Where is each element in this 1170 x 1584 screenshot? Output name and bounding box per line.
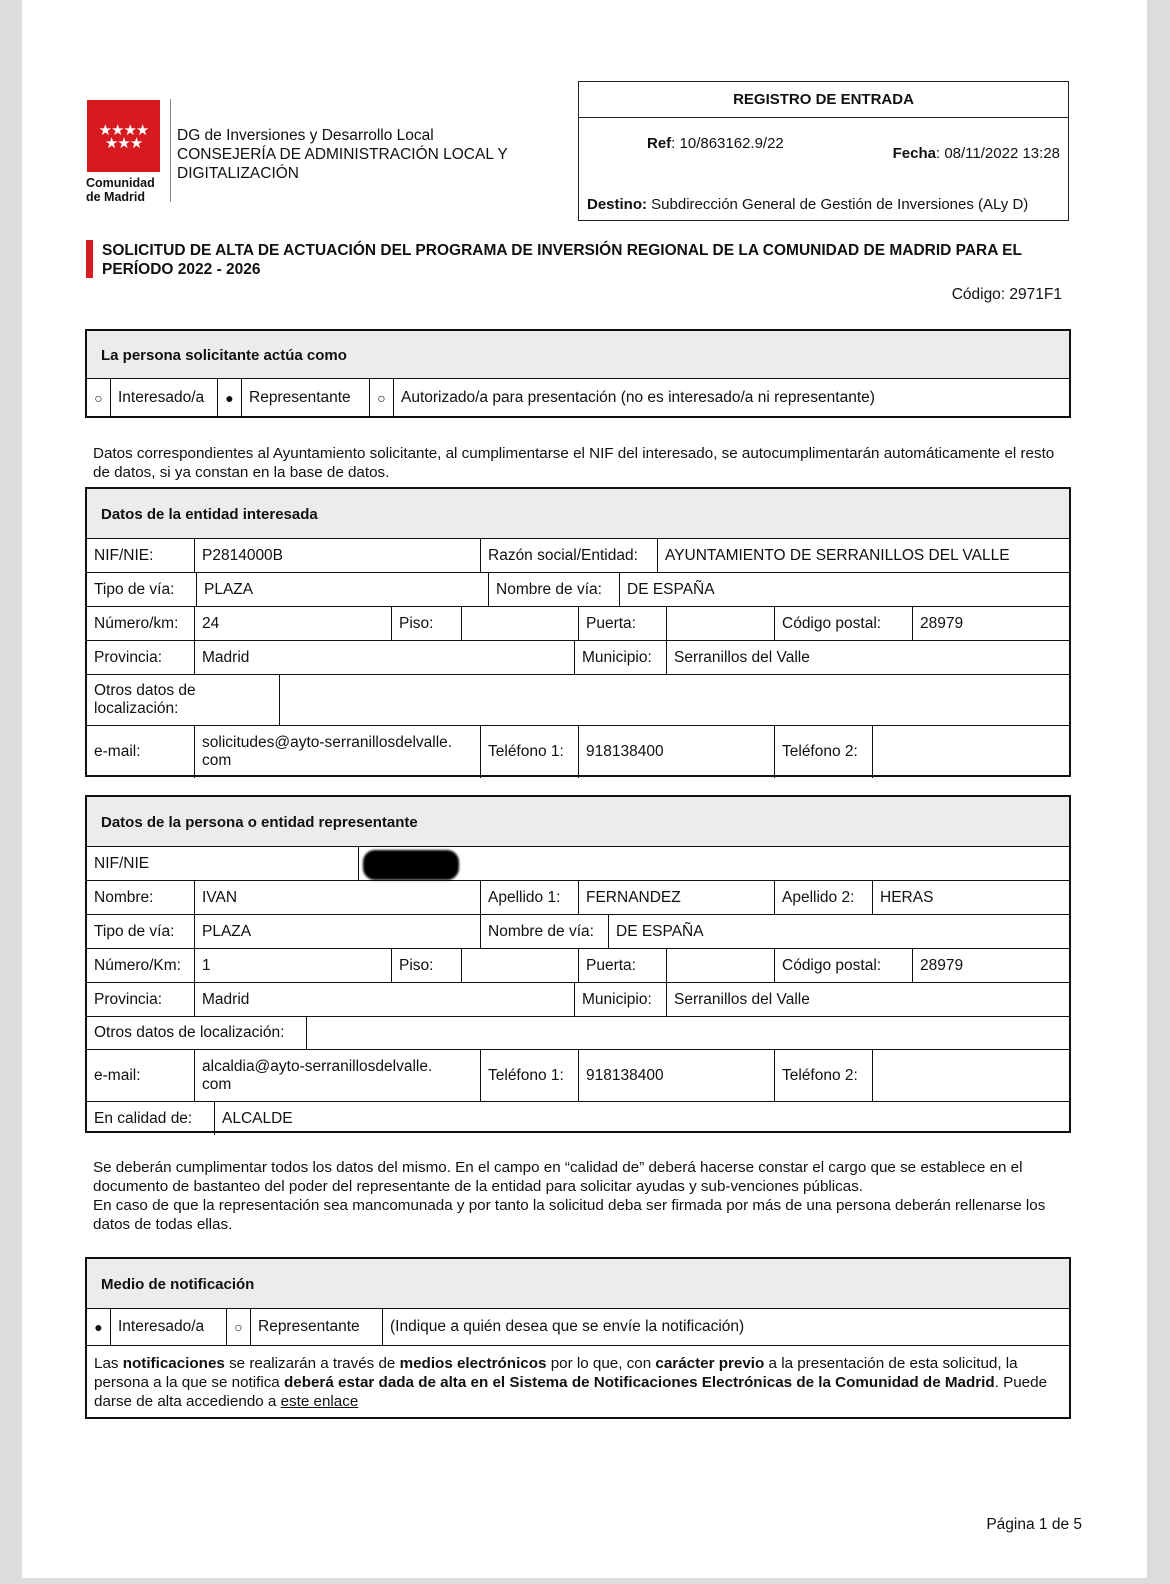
entidad-otros-field[interactable] [280, 675, 1069, 725]
notificacion-options-row [87, 1309, 1069, 1346]
entidad-provincia-field[interactable]: Madrid [195, 641, 575, 674]
entidad-row-otros [87, 675, 1069, 726]
entidad-numero-field[interactable]: 24 [195, 607, 392, 640]
rep-row-otros [87, 1017, 1069, 1050]
entidad-row-email [87, 726, 1069, 778]
notificacion-section [85, 1257, 1071, 1419]
rep-cp-field[interactable]: 28979 [920, 956, 964, 974]
representante-section [85, 795, 1071, 1133]
entidad-cp-label: Código postal: [775, 607, 913, 640]
entidad-razon-field[interactable]: AYUNTAMIENTO DE SERRANILLOS DEL VALLE [665, 546, 1010, 564]
notificacion-text [87, 1346, 1069, 1416]
notif-text-b4: deberá estar dada de alta en el Sistema de Notificaciones Electrónicas de la Comunidad de Madrid [283, 1374, 995, 1391]
rep-numero-label: Número/Km: [87, 949, 195, 982]
entidad-piso-field[interactable] [462, 607, 579, 640]
entidad-email-field[interactable]: solicitudes@ayto-serranillosdelvalle. com [195, 726, 481, 778]
rep-apellido2-label: Apellido 2: [775, 881, 873, 914]
page-number: Página 1 de 5 [986, 1516, 1082, 1533]
entidad-tipo-via-label: Tipo de vía: [87, 573, 197, 606]
rep-tel2-field[interactable] [873, 1050, 1069, 1101]
representante-heading: Datos de la persona o entidad representante [87, 797, 1069, 847]
registro-ref [647, 135, 784, 152]
logo-divider [170, 99, 171, 202]
logo-text-line1: Comunidad [86, 176, 155, 190]
rep-municipio-field[interactable]: Serranillos del Valle [674, 990, 810, 1008]
rep-row-email [87, 1050, 1069, 1102]
radio-representante[interactable]: ● [218, 379, 242, 416]
notif-text-p4: a la presentación de esta solicitud, la persona a la que se notifica [94, 1355, 1018, 1391]
entidad-row-nif [87, 539, 1069, 573]
rep-provincia-field[interactable]: Madrid [195, 983, 575, 1016]
notificacion-heading: Medio de notificación [87, 1259, 1069, 1309]
title-accent-bar [86, 240, 93, 278]
solicitante-section [85, 329, 1071, 418]
entidad-numero-label: Número/km: [87, 607, 195, 640]
rep-apellido1-label: Apellido 1: [481, 881, 579, 914]
rep-row-via [87, 915, 1069, 949]
notif-text-b3: carácter previo [655, 1355, 765, 1372]
notif-representante-label: Representante [251, 1309, 383, 1345]
rep-nombre-via-field[interactable]: DE ESPAÑA [616, 922, 704, 940]
fecha-value: : 08/11/2022 13:28 [936, 145, 1060, 162]
rep-municipio-label: Municipio: [575, 983, 667, 1016]
rep-nombre-via-label: Nombre de vía: [481, 915, 609, 948]
option-autorizado-label: Autorizado/a para presentación (no es interesado/a ni representante) [401, 388, 875, 406]
entidad-tel2-field[interactable] [873, 726, 1069, 778]
entidad-heading: Datos de la entidad interesada [87, 489, 1069, 539]
rep-row-numero [87, 949, 1069, 983]
radio-interesado[interactable]: ○ [87, 379, 111, 416]
rep-piso-label: Piso: [392, 949, 462, 982]
entidad-nif-field[interactable]: P2814000B [195, 539, 481, 572]
rep-tel1-label: Teléfono 1: [481, 1050, 579, 1101]
logo-stars: ★★★★ ★★★ [98, 122, 149, 152]
registro-title: REGISTRO DE ENTRADA [579, 82, 1068, 118]
entidad-row-provincia [87, 641, 1069, 675]
entidad-email-label: e-mail: [87, 726, 195, 778]
entidad-tel1-field[interactable]: 918138400 [579, 726, 775, 778]
rep-calidad-field[interactable]: ALCALDE [222, 1109, 293, 1127]
solicitante-options-row [87, 379, 1069, 416]
rep-email-label: e-mail: [87, 1050, 195, 1101]
option-interesado-label: Interesado/a [111, 379, 218, 416]
destino-label: Destino: [587, 196, 647, 213]
entidad-tel2-label: Teléfono 2: [775, 726, 873, 778]
registro-destino [587, 196, 1028, 213]
entidad-tipo-via-field[interactable]: PLAZA [197, 573, 489, 606]
entidad-puerta-label: Puerta: [579, 607, 667, 640]
entidad-municipio-label: Municipio: [575, 641, 667, 674]
rep-puerta-label: Puerta: [579, 949, 667, 982]
page-title: SOLICITUD DE ALTA DE ACTUACIÓN DEL PROGRAMA DE INVERSIÓN REGIONAL DE LA COMUNIDAD DE MADRID PARA EL PERÍODO 2022 - 2026 [102, 242, 1022, 278]
rep-cp-label: Código postal: [775, 949, 913, 982]
radio-notif-interesado[interactable]: ● [87, 1309, 111, 1345]
notif-text-p3: por lo que, con [546, 1355, 656, 1372]
entidad-otros-label: Otros datos de localización: [87, 675, 280, 725]
notif-text-b1: notificaciones [122, 1355, 225, 1372]
logo-text [86, 176, 155, 204]
radio-notif-representante[interactable]: ○ [227, 1309, 251, 1345]
rep-row-nif [87, 847, 1069, 881]
entidad-row-via [87, 573, 1069, 607]
dg-line2: CONSEJERÍA DE ADMINISTRACIÓN LOCAL Y [177, 146, 508, 163]
radio-autorizado[interactable]: ○ [370, 379, 394, 416]
rep-otros-field[interactable] [307, 1017, 1069, 1049]
rep-tel1-field[interactable]: 918138400 [579, 1050, 775, 1101]
entidad-interesada-section [85, 487, 1071, 777]
entidad-nombre-via-label: Nombre de vía: [489, 573, 620, 606]
notif-text-b2: medios electrónicos [399, 1355, 547, 1372]
logo-text-line2: de Madrid [86, 190, 146, 204]
note-ayuntamiento: Datos correspondientes al Ayuntamiento solicitante, al cumplimentarse el NIF del interesado, se autocumplimentarán automáticamente el resto de datos, si ya constan en la base de datos. [93, 445, 1055, 481]
rep-provincia-label: Provincia: [87, 983, 195, 1016]
rep-calidad-label: En calidad de: [87, 1102, 215, 1135]
comunidad-madrid-logo [87, 100, 160, 172]
notif-interesado-label: Interesado/a [111, 1309, 227, 1345]
rep-row-nombre [87, 881, 1069, 915]
note-representante-line2: En caso de que la representación sea mancomunada y por tanto la solicitud deba ser firmada por más de una persona deberán rellenarse los datos de todas ellas. [93, 1197, 1046, 1233]
destino-value: Subdirección General de Gestión de Inversiones (ALy D) [647, 196, 1029, 213]
notif-text-p5: . Puede darse de alta accediendo a [94, 1374, 1048, 1410]
ref-value: : 10/863162.9/22 [671, 135, 784, 152]
dg-line3: DIGITALIZACIÓN [177, 165, 300, 182]
option-representante-label: Representante [242, 379, 370, 416]
entidad-puerta-field[interactable] [667, 607, 775, 640]
rep-apellido2-field[interactable]: HERAS [880, 888, 934, 906]
entidad-provincia-label: Provincia: [87, 641, 195, 674]
rep-nombre-label: Nombre: [87, 881, 195, 914]
entidad-tel1-label: Teléfono 1: [481, 726, 579, 778]
form-code: Código: 2971F1 [951, 286, 1062, 303]
notif-text-p2: se realizarán a través de [224, 1355, 400, 1372]
entidad-nombre-via-field[interactable]: DE ESPAÑA [627, 580, 715, 598]
dg-line1: DG de Inversiones y Desarrollo Local [177, 127, 434, 144]
registro-entrada-box [578, 81, 1069, 221]
entidad-razon-label: Razón social/Entidad: [481, 539, 658, 572]
registro-fecha [893, 145, 1060, 162]
department-name [177, 126, 508, 183]
rep-row-calidad [87, 1102, 1069, 1135]
rep-puerta-field[interactable] [667, 949, 775, 982]
rep-tipo-via-field[interactable]: PLAZA [195, 915, 481, 948]
rep-nombre-field[interactable]: IVAN [195, 881, 481, 914]
entidad-piso-label: Piso: [392, 607, 462, 640]
rep-otros-label: Otros datos de localización: [87, 1017, 307, 1049]
fecha-label: Fecha [892, 145, 936, 162]
rep-apellido1-field[interactable]: FERNANDEZ [579, 881, 775, 914]
document-page [22, 0, 1147, 1578]
rep-nif-label: NIF/NIE [87, 847, 359, 880]
rep-tipo-via-label: Tipo de vía: [87, 915, 195, 948]
entidad-nif-label: NIF/NIE: [87, 539, 195, 572]
notif-hint: (Indique a quién desea que se envíe la notificación) [390, 1318, 745, 1335]
note-representante-line1: Se deberán cumplimentar todos los datos del mismo. En el campo en “calidad de” deberá hacerse constar el cargo que se establece en el documento de bastanteo del poder del representante de la entidad para solicitar ayudas y sub-venciones públicas. [93, 1159, 1023, 1195]
ref-label: Ref [647, 135, 672, 152]
redaction-mark [363, 850, 459, 880]
notif-text-p1: Las [94, 1355, 123, 1372]
solicitante-heading: La persona solicitante actúa como [87, 331, 1069, 379]
rep-numero-field[interactable]: 1 [195, 949, 392, 982]
entidad-row-numero [87, 607, 1069, 641]
rep-piso-field[interactable] [462, 949, 579, 982]
rep-email-field[interactable]: alcaldia@ayto-serranillosdelvalle. com [195, 1050, 481, 1101]
alta-link[interactable]: este enlace [280, 1393, 359, 1410]
entidad-municipio-field[interactable]: Serranillos del Valle [674, 648, 810, 666]
entidad-cp-field[interactable]: 28979 [920, 614, 964, 632]
rep-tel2-label: Teléfono 2: [775, 1050, 873, 1101]
rep-nif-field[interactable] [359, 847, 1069, 880]
note-representante [93, 1158, 1073, 1234]
rep-row-provincia [87, 983, 1069, 1017]
